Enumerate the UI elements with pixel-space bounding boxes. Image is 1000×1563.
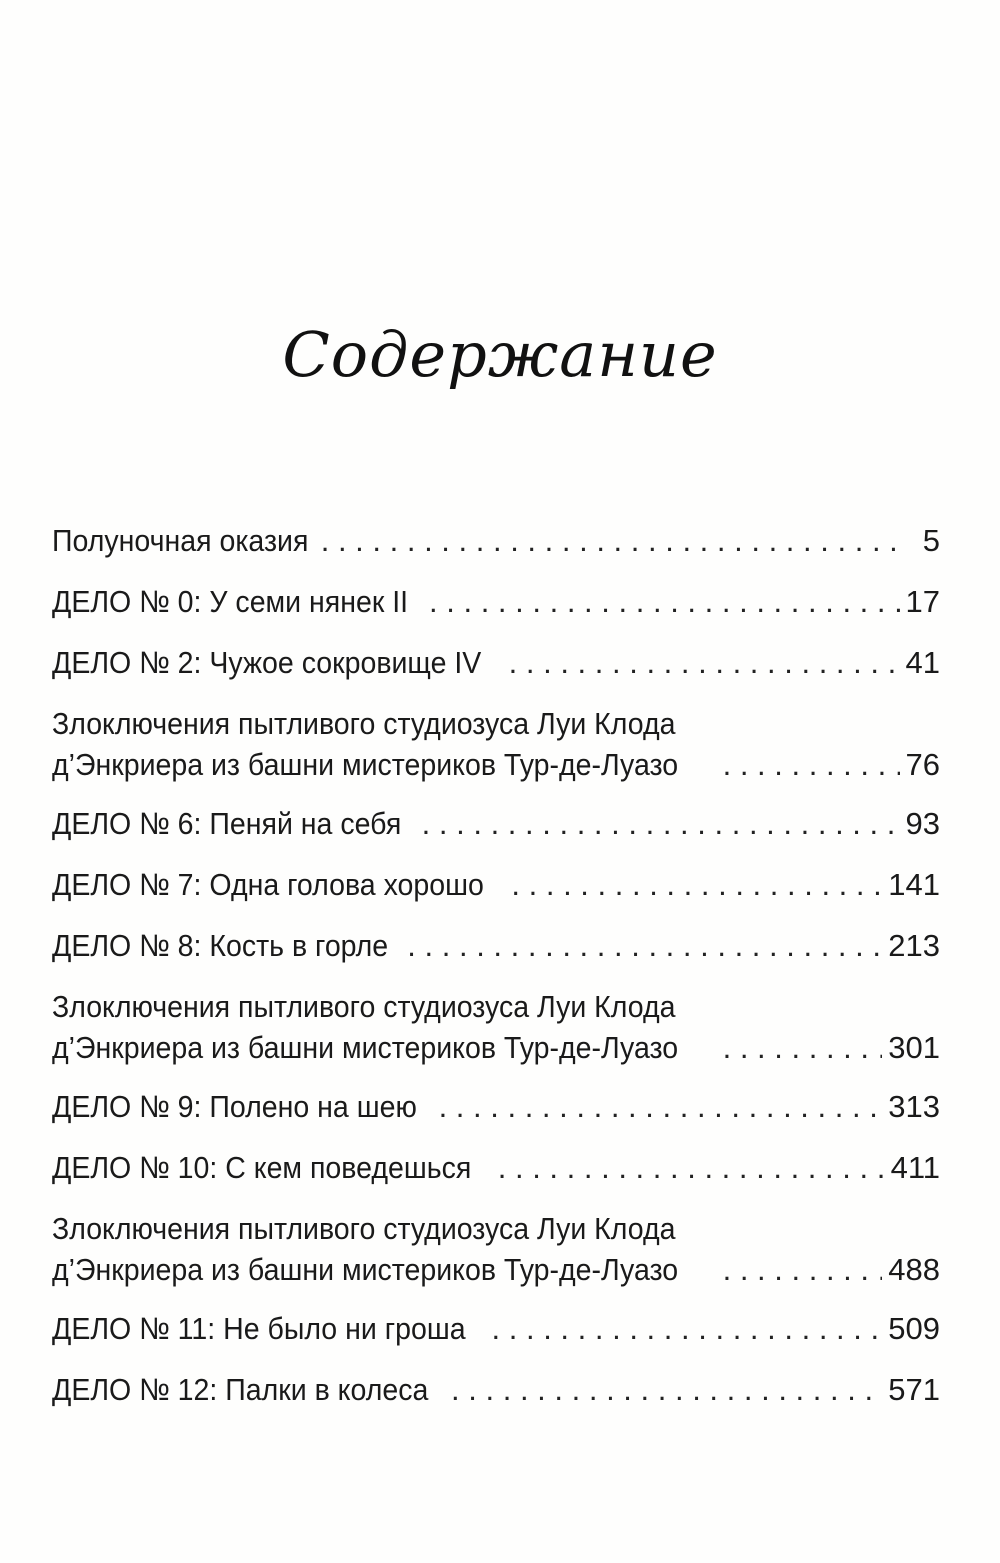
toc-entry <box>52 642 940 703</box>
dot-leader <box>723 744 900 785</box>
toc-entry-title-line-1: Злоключения пытливого студиозуса Луи Клода <box>52 706 676 741</box>
toc-entry-title: ДЕЛО № 9: Полено на шею <box>52 1089 417 1124</box>
toc-page-number: 411 <box>890 1150 940 1185</box>
dot-leader <box>509 642 900 683</box>
toc-page-number: 571 <box>888 1372 940 1407</box>
toc-entry-title: ДЕЛО № 2: Чужое сокровище IV <box>52 645 482 680</box>
toc-page-number: 509 <box>888 1311 940 1346</box>
dot-leader <box>439 1086 883 1127</box>
dot-leader <box>498 1147 885 1188</box>
toc-entry-title-line-1: Злоключения пытливого студиозуса Луи Клода <box>52 1211 676 1246</box>
toc-entry-title: ДЕЛО № 6: Пеняй на себя <box>52 806 402 841</box>
toc-entry-title: ДЕЛО № 0: У семи нянек II <box>52 584 409 619</box>
toc-entry-title: Полуночная оказия <box>52 523 309 558</box>
toc-page-number: 488 <box>888 1252 940 1287</box>
toc-entry <box>52 1147 940 1208</box>
dot-leader <box>422 803 900 844</box>
toc-entry <box>52 803 940 864</box>
toc-page-number: 41 <box>905 645 940 680</box>
toc-page-number: 5 <box>922 523 940 558</box>
toc-entry <box>52 581 940 642</box>
toc-entry <box>52 1369 940 1430</box>
toc-page-number: 17 <box>905 584 940 619</box>
toc-entry <box>52 864 940 925</box>
toc-entry-title: ДЕЛО № 12: Палки в колеса <box>52 1372 429 1407</box>
toc-page-number: 76 <box>905 747 940 782</box>
table-of-contents <box>52 520 940 1430</box>
toc-entry-title: ДЕЛО № 10: С кем поведешься <box>52 1150 472 1185</box>
dot-leader <box>429 581 899 622</box>
contents-heading: Содержание <box>282 318 718 391</box>
toc-entry <box>52 925 940 986</box>
toc-page-number: 141 <box>888 867 940 902</box>
toc-entry-title-line-2: д’Энкриера из башни мистериков Тур-де-Луазо <box>52 747 679 782</box>
dot-leader <box>511 864 882 905</box>
dot-leader <box>407 925 882 966</box>
dot-leader <box>723 1027 883 1068</box>
toc-page-number: 313 <box>888 1089 940 1124</box>
toc-entry-title: ДЕЛО № 7: Одна голова хорошо <box>52 867 484 902</box>
dot-leader <box>451 1369 882 1410</box>
toc-entry <box>52 703 940 803</box>
toc-page-number: 213 <box>888 928 940 963</box>
toc-page-number: 93 <box>905 806 940 841</box>
toc-entry-title-line-2: д’Энкриера из башни мистериков Тур-де-Луазо <box>52 1030 679 1065</box>
dot-leader <box>492 1308 883 1349</box>
toc-entry <box>52 1208 940 1308</box>
toc-entry-title-line-1: Злоключения пытливого студиозуса Луи Клода <box>52 989 676 1024</box>
toc-entry <box>52 1086 940 1147</box>
dot-leader <box>723 1249 883 1290</box>
toc-entry-title-line-2: д’Энкриера из башни мистериков Тур-де-Луазо <box>52 1252 679 1287</box>
toc-entry-title: ДЕЛО № 11: Не было ни гроша <box>52 1311 466 1346</box>
toc-entry <box>52 1308 940 1369</box>
toc-entry-title: ДЕЛО № 8: Кость в горле <box>52 928 389 963</box>
toc-entry <box>52 986 940 1086</box>
dot-leader <box>321 520 904 561</box>
toc-entry <box>52 520 940 581</box>
toc-page-number: 301 <box>888 1030 940 1065</box>
